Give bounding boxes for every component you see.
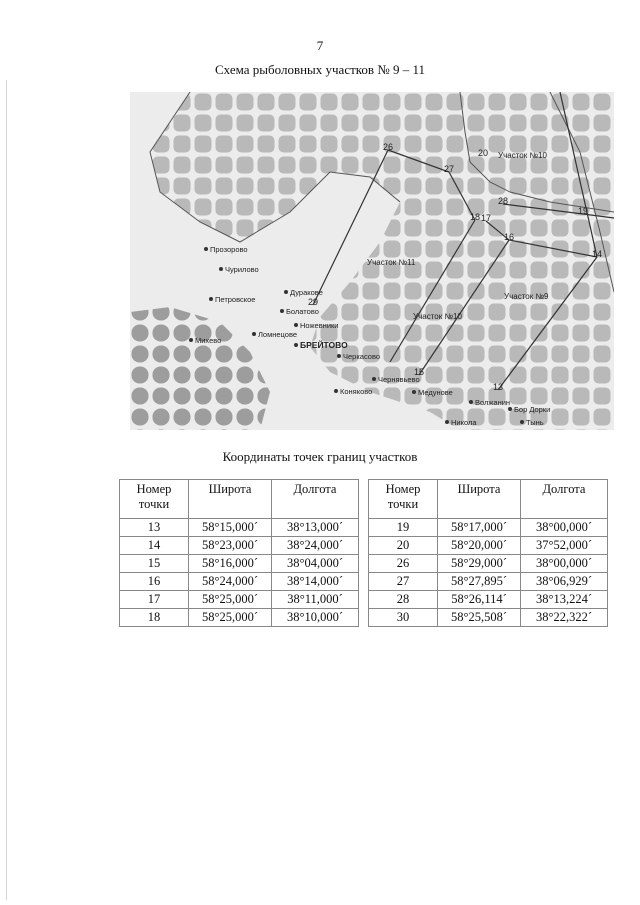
cell-latitude: 58°25,000´ — [189, 591, 272, 609]
settlement-label: Прозорово — [210, 245, 248, 254]
zone-label: Участок №10 — [413, 312, 462, 321]
table-header-row — [120, 480, 359, 519]
settlement-dot — [204, 247, 208, 251]
cell-point-number: 20 — [369, 537, 438, 555]
zone-label: Участок №11 — [367, 258, 416, 267]
cell-longitude: 38°22,322´ — [521, 609, 608, 627]
settlement-label: Коняково — [340, 387, 373, 396]
cell-longitude: 38°04,000´ — [272, 555, 359, 573]
boundary-point-label: 16 — [503, 232, 515, 242]
cell-latitude: 58°15,000´ — [189, 519, 272, 537]
settlement-dot — [508, 407, 512, 411]
boundary-point-label: 13 — [492, 382, 504, 392]
coordinates-table-left — [119, 479, 359, 627]
table-row — [369, 519, 608, 537]
cell-latitude: 58°16,000´ — [189, 555, 272, 573]
scan-edge-line — [6, 80, 7, 900]
cell-latitude: 58°20,000´ — [438, 537, 521, 555]
cell-point-number: 30 — [369, 609, 438, 627]
settlement-label: Бор Дорки — [514, 405, 551, 414]
header-point-number: Номер точки — [120, 480, 189, 519]
cell-point-number: 14 — [120, 537, 189, 555]
table-row — [369, 537, 608, 555]
boundary-point-label: 17 — [480, 213, 492, 223]
cell-latitude: 58°24,000´ — [189, 573, 272, 591]
boundary-point-label: 19 — [577, 206, 589, 216]
settlement-label: Чернявьево — [378, 375, 420, 384]
cell-longitude: 38°13,000´ — [272, 519, 359, 537]
settlement-label: Тынь — [526, 418, 544, 427]
settlement-dot — [469, 400, 473, 404]
settlement-dot — [294, 323, 298, 327]
cell-latitude: 58°17,000´ — [438, 519, 521, 537]
settlement-label: Петровское — [215, 295, 256, 304]
cell-latitude: 58°25,508´ — [438, 609, 521, 627]
settlement-label: Ножевники — [300, 321, 339, 330]
cell-longitude: 38°14,000´ — [272, 573, 359, 591]
cell-latitude: 58°23,000´ — [189, 537, 272, 555]
settlement-dot — [209, 297, 213, 301]
cell-point-number: 26 — [369, 555, 438, 573]
settlement-label: Ломнецове — [258, 330, 298, 339]
table-row — [120, 591, 359, 609]
settlement-label: Черкасово — [343, 352, 381, 361]
header-longitude: Долгота — [521, 480, 608, 519]
boundary-point-label: 29 — [307, 297, 319, 307]
settlement-dot — [445, 420, 449, 424]
table-row — [120, 537, 359, 555]
settlement-dot — [280, 309, 284, 313]
cell-point-number: 18 — [120, 609, 189, 627]
cell-longitude: 38°11,000´ — [272, 591, 359, 609]
cell-longitude: 38°10,000´ — [272, 609, 359, 627]
table-row — [369, 555, 608, 573]
cell-longitude: 38°24,000´ — [272, 537, 359, 555]
cell-longitude: 38°06,929´ — [521, 573, 608, 591]
settlement-dot — [294, 343, 298, 347]
settlement-label: Волжанин — [475, 398, 511, 407]
header-latitude: Широта — [438, 480, 521, 519]
settlement-dot — [189, 338, 193, 342]
cell-point-number: 17 — [120, 591, 189, 609]
cell-longitude: 37°52,000´ — [521, 537, 608, 555]
settlement-label: Чурилово — [225, 265, 259, 274]
table-row — [369, 609, 608, 627]
boundary-point-label: 27 — [443, 164, 455, 174]
zone-label: Участок №10 — [498, 151, 547, 160]
map-graphic — [130, 92, 614, 430]
settlement-label: Никола — [451, 418, 477, 427]
settlement-dot — [520, 420, 524, 424]
table-row — [369, 573, 608, 591]
cell-longitude: 38°13,224´ — [521, 591, 608, 609]
cell-point-number: 28 — [369, 591, 438, 609]
coordinates-title: Координаты точек границ участков — [222, 449, 418, 464]
settlement-label: Болатово — [286, 307, 319, 316]
cell-latitude: 58°25,000´ — [189, 609, 272, 627]
settlement-label: БРЕЙТОВО — [300, 340, 348, 350]
settlement-dot — [334, 389, 338, 393]
settlement-label: Дуракове — [290, 288, 323, 297]
boundary-point-label: 20 — [477, 148, 489, 158]
boundary-point-label: 26 — [382, 142, 394, 152]
table-header-row — [369, 480, 608, 519]
settlement-dot — [372, 377, 376, 381]
table-row — [369, 591, 608, 609]
header-point-number: Номер точки — [369, 480, 438, 519]
boundary-point-label: 28 — [497, 196, 509, 206]
header-longitude: Долгота — [272, 480, 359, 519]
settlement-dot — [252, 332, 256, 336]
settlement-dot — [219, 267, 223, 271]
settlement-dot — [412, 390, 416, 394]
settlement-label: Михево — [195, 336, 222, 345]
table-row — [120, 609, 359, 627]
fishing-zones-map — [130, 92, 614, 430]
cell-point-number: 16 — [120, 573, 189, 591]
page-number: 7 — [316, 38, 324, 53]
cell-latitude: 58°27,895´ — [438, 573, 521, 591]
settlement-label: Медунове — [418, 388, 453, 397]
cell-latitude: 58°29,000´ — [438, 555, 521, 573]
cell-latitude: 58°26,114´ — [438, 591, 521, 609]
header-latitude: Широта — [189, 480, 272, 519]
boundary-point-label: 15 — [413, 367, 425, 377]
coordinates-table-right — [368, 479, 608, 627]
cell-point-number: 19 — [369, 519, 438, 537]
map-title: Схема рыболовных участков № 9 – 11 — [215, 62, 425, 77]
zone-label: Участок №9 — [504, 292, 549, 301]
cell-point-number: 27 — [369, 573, 438, 591]
table-row — [120, 555, 359, 573]
table-row — [120, 519, 359, 537]
cell-longitude: 38°00,000´ — [521, 519, 608, 537]
boundary-point-label: 14 — [591, 249, 603, 259]
cell-point-number: 15 — [120, 555, 189, 573]
table-row — [120, 573, 359, 591]
settlement-dot — [284, 290, 288, 294]
settlement-dot — [337, 354, 341, 358]
boundary-point-label: 18 — [469, 212, 481, 222]
cell-point-number: 13 — [120, 519, 189, 537]
cell-longitude: 38°00,000´ — [521, 555, 608, 573]
